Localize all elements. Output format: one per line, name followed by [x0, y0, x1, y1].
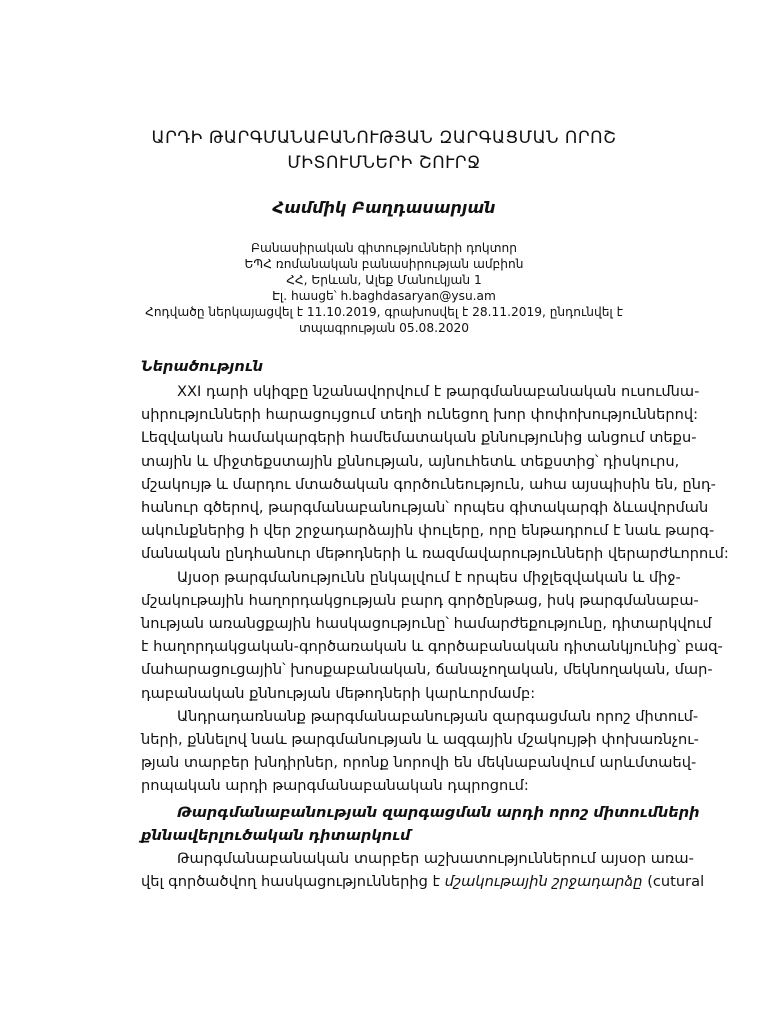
text-line: Թարգմանաբանական տարբեր աշխատություններում այսօր առա-: [177, 850, 694, 867]
text-line: մանական ընդհանուր մեթոդների և ռազմավարությունների վերարժևորում:: [141, 545, 729, 563]
affiliation-department: ԵՊՀ ռոմանական բանասիրության ամբիոն: [244, 257, 524, 271]
text-line: հանուր գծերով, թարգմանաբանության՝ որպես գիտակարգի ձևավորման: [141, 499, 709, 517]
intro-heading: Ներածություն: [141, 358, 264, 375]
text-line: մահարացուցային՝ խոսքաբանական, ճանաչողական, մեկնողական, մար-: [141, 661, 713, 679]
text-line: ների, քննելով նաև թարգմանության և ազգային մշակույթի փոխառնչու-: [141, 731, 699, 749]
section-heading-line-2: քննավերլուծական դիտարկում: [141, 827, 411, 845]
section-body: [141, 847, 705, 893]
author-affiliation: [0, 240, 768, 336]
text-segment: վել գործածվող հասկացություններից է: [141, 873, 445, 891]
intro-paragraph-2: [141, 566, 723, 705]
text-line: մշակութային հաղորդակցության բարդ գործընթաց, իսկ թարգմանաբա-: [141, 591, 699, 609]
article-title-line-1: ԱՐԴԻ ԹԱՐԳՄԱՆԱԲԱՆՈՒԹՅԱՆ ԶԱՐԳԱՑՄԱՆ ՈՐՈՇ: [151, 128, 617, 148]
text-segment: (cutural: [642, 873, 705, 891]
publication-date: տպագրության 05.08.2020: [299, 321, 469, 335]
section-heading: [141, 801, 700, 847]
text-line: տային և միջտեքստային քննության, այնուհետև տեքստից՝ դիսկուրս,: [141, 452, 680, 470]
section-heading-line-1: Թարգմանաբանության զարգացման արդի որոշ միտումների: [177, 804, 700, 821]
article-title: [0, 126, 768, 176]
affiliation-address: ՀՀ, Երևան, Ալեք Մանուկյան 1: [286, 273, 482, 287]
emphasized-term: մշակութային շրջադարձը: [444, 873, 643, 891]
text-line: թյան տարբեր խնդիրներ, որոնք նորովի են մեկնաբանվում արևմտաեվ-: [141, 754, 697, 772]
text-line-with-emphasis: [141, 870, 705, 893]
author-name: Համմիկ Բաղդասարյան: [272, 198, 496, 217]
article-title-line-2: ՄԻՏՈՒՄՆԵՐԻ ՇՈՒՐՋ: [287, 153, 481, 173]
text-line: Լեզվական համակարգերի համեմատական քննությունից անցում տեքս-: [141, 429, 697, 447]
text-line: րոպական արդի թարգմանաբանական դպրոցում:: [141, 777, 529, 795]
submission-dates: Հոդվածը ներկայացվել է 11.10.2019, գրախոսվել է 28.11.2019, ընդունվել է: [145, 305, 623, 319]
text-line: է հաղորդակցական-գործառական և գործաբանական դիտանկյունից՝ բազ-: [141, 638, 723, 656]
text-line: XXI դարի սկիզբը նշանավորվում է թարգմանաբանական ուսումնա-: [177, 383, 700, 400]
text-line: ակունքներից ի վեր շրջադարձային փուլերը, որը ենթադրում է նաև թարգ-: [141, 522, 715, 540]
intro-paragraph-1: [141, 380, 729, 566]
affiliation-email: Էլ. հասցե՝ h.baghdasaryan@ysu.am: [272, 289, 496, 303]
text-line: Անդրադառնանք թարգմանաբանության զարգացման որոշ միտում-: [177, 707, 699, 725]
intro-body: [141, 380, 729, 798]
text-line: մշակույթ և մարդու մտածական գործունեություն, ահա այսպիսին են, ընդ-: [141, 475, 716, 493]
intro-paragraph-3: [141, 705, 699, 798]
text-line: նության առանցքային հասկացությունը՝ համարժեքությունը, դիտարկվում: [141, 615, 712, 633]
text-line: Այսօր թարգմանությունն ընկալվում է որպես միջլեզվական և միջ-: [177, 568, 681, 586]
text-line: դաբանական քննության մեթոդների կարևորմամբ:: [141, 684, 536, 702]
affiliation-degree: Բանասիրական գիտությունների դոկտոր: [251, 241, 517, 255]
text-line: սիրությունների հարացույցում տեղի ունեցող խոր փոփոխություններով:: [141, 406, 699, 424]
